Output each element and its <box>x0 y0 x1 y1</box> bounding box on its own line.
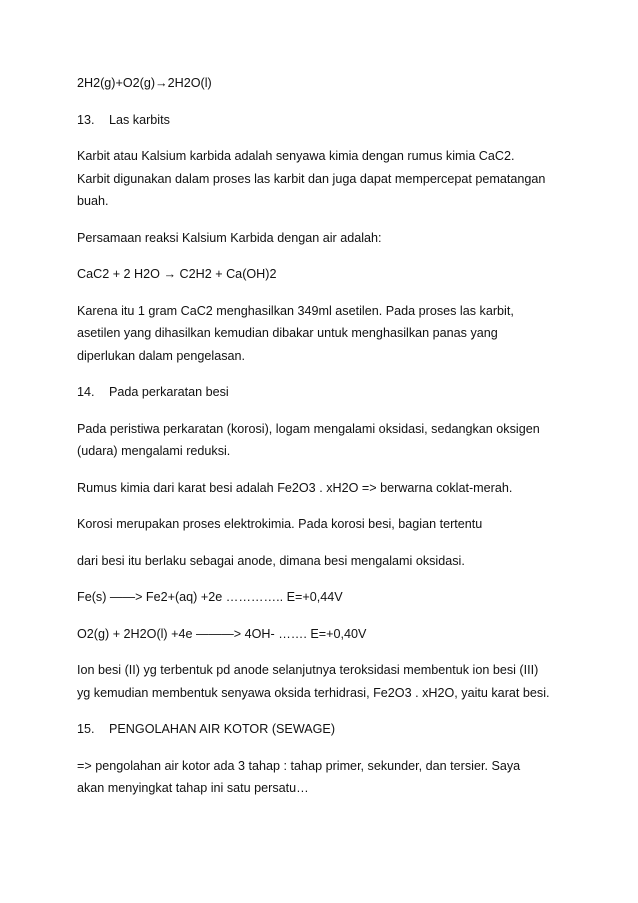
text-line: buah. <box>77 194 109 208</box>
text-line: 2H2(g)+O2(g)→2H2O(l) <box>77 76 212 90</box>
paragraph <box>77 477 577 500</box>
paragraph-spacer <box>77 704 577 718</box>
text-line: Persamaan reaksi Kalsium Karbida dengan air adalah: <box>77 230 382 245</box>
paragraph-spacer <box>77 367 577 381</box>
text-line: akan menyingkat tahap ini satu persatu… <box>77 781 309 795</box>
paragraph-spacer <box>77 536 577 550</box>
paragraph <box>77 586 577 609</box>
text-line: Ion besi (II) yg terbentuk pd anode selanjutnya teroksidasi membentuk ion besi (III) <box>77 663 539 677</box>
section-title: PENGOLAHAN AIR KOTOR (SEWAGE) <box>109 722 336 736</box>
paragraph-spacer <box>77 131 577 145</box>
text-line: Korosi merupakan proses elektrokimia. Pada korosi besi, bagian tertentu <box>77 517 483 531</box>
section-number: 15. <box>77 722 95 736</box>
text-line: CaC2 + 2 H2O → C2H2 + Ca(OH)2 <box>77 267 277 281</box>
text-line: (udara) mengalami reduksi. <box>77 444 231 458</box>
section-heading <box>77 109 577 132</box>
paragraph <box>77 755 577 800</box>
text-line: asetilen yang dihasilkan kemudian dibakar untuk menghasilkan panas yang <box>77 326 498 340</box>
paragraph-spacer <box>77 286 577 300</box>
paragraph-spacer <box>77 404 577 418</box>
text-line: Rumus kimia dari karat besi adalah Fe2O3 . xH2O => berwarna coklat-merah. <box>77 480 513 495</box>
paragraph-spacer <box>77 463 577 477</box>
paragraph <box>77 300 577 368</box>
section-heading <box>77 718 577 741</box>
text-line: Karena itu 1 gram CaC2 menghasilkan 349ml asetilen. Pada proses las karbit, <box>77 303 514 318</box>
section-title: Las karbits <box>109 112 170 127</box>
text-line: diperlukan dalam pengelasan. <box>77 348 246 363</box>
paragraph-spacer <box>77 499 577 513</box>
paragraph-spacer <box>77 249 577 263</box>
paragraph <box>77 623 577 646</box>
paragraph-spacer <box>77 572 577 586</box>
text-line: yg kemudian membentuk senyawa oksida terhidrasi, Fe2O3 . xH2O, yaitu karat besi. <box>77 685 550 700</box>
paragraph <box>77 513 577 536</box>
paragraph <box>77 550 577 573</box>
text-line: Pada peristiwa perkaratan (korosi), logam mengalami oksidasi, sedangkan oksigen <box>77 421 540 436</box>
paragraph <box>77 418 577 463</box>
paragraph <box>77 659 577 704</box>
paragraph-spacer <box>77 95 577 109</box>
text-line: => pengolahan air kotor ada 3 tahap : tahap primer, sekunder, dan tersier. Saya <box>77 758 521 773</box>
paragraph-spacer <box>77 741 577 755</box>
paragraph-spacer <box>77 609 577 623</box>
section-number: 14. <box>77 385 95 399</box>
section-title: Pada perkaratan besi <box>109 385 229 399</box>
paragraph <box>77 145 577 213</box>
text-line: O2(g) + 2H2O(l) +4e ———> 4OH- ……. E=+0,40V <box>77 626 367 641</box>
paragraph <box>77 263 577 286</box>
paragraph-spacer <box>77 213 577 227</box>
text-line: Fe(s) ——> Fe2+(aq) +2e ………….. E=+0,44V <box>77 590 343 604</box>
text-line: dari besi itu berlaku sebagai anode, dimana besi mengalami oksidasi. <box>77 553 465 568</box>
section-number: 13. <box>77 112 95 127</box>
text-line: Karbit atau Kalsium karbida adalah senyawa kimia dengan rumus kimia CaC2. <box>77 149 515 163</box>
text-line: Karbit digunakan dalam proses las karbit dan juga dapat mempercepat pematangan <box>77 171 546 186</box>
paragraph-spacer <box>77 645 577 659</box>
paragraph <box>77 227 577 250</box>
paragraph <box>77 72 577 95</box>
document-page <box>77 72 577 800</box>
section-heading <box>77 381 577 404</box>
